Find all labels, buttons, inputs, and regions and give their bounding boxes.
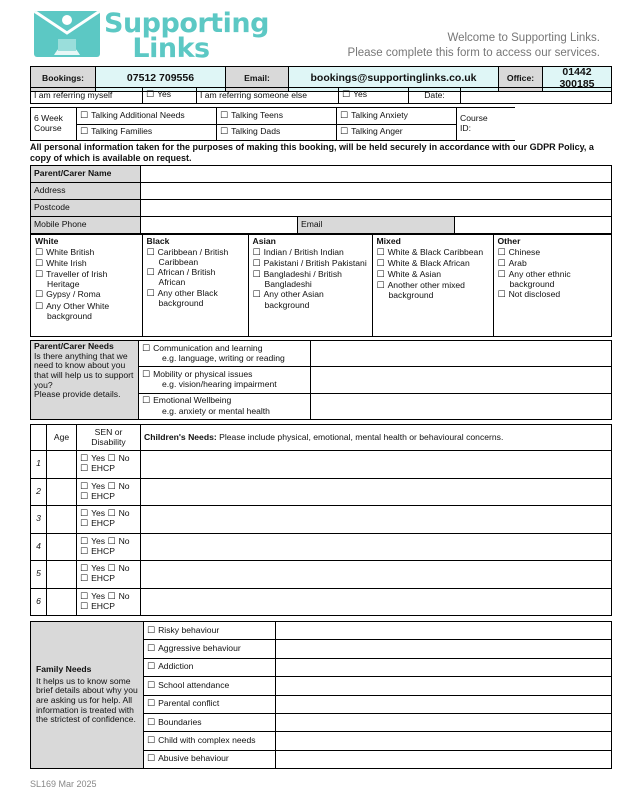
children-table (30, 424, 612, 616)
logo-mark (34, 11, 100, 57)
ethnicity-option[interactable]: ☐ Traveller of Irish Heritage (35, 270, 138, 290)
age-header: Age (47, 425, 77, 451)
family-need-details[interactable] (276, 750, 612, 768)
sen-header: SEN or Disability (77, 425, 141, 451)
course-option[interactable]: ☐ Talking Anger (337, 124, 457, 141)
mobile-phone-label: Mobile Phone (31, 217, 141, 234)
ethnicity-black (142, 235, 248, 336)
ethnicity-other (493, 235, 611, 336)
course-id-label: Course ID: (457, 108, 515, 141)
parent-carer-needs (30, 340, 612, 420)
family-need-details[interactable] (276, 622, 612, 640)
logo-word-supporting: Supporting (104, 8, 269, 39)
logo-text (104, 8, 269, 64)
ethnicity-option[interactable]: ☐ Arab (498, 259, 608, 269)
ethnicity-option[interactable]: ☐ Bangladeshi / British Bangladeshi (253, 270, 368, 290)
bookings-phone: 07512 709556 (96, 67, 226, 92)
ethnicity-option[interactable]: ☐ White & Black Caribbean (377, 248, 489, 258)
family-need-option[interactable]: ☐ Parental conflict (144, 695, 276, 713)
referring-other-label: I am referring someone else (197, 88, 339, 104)
child-needs-field[interactable] (141, 478, 612, 506)
ehcp-checkbox[interactable]: ☐ EHCP (80, 574, 137, 584)
child-sen-options[interactable] (77, 588, 141, 616)
office-phone: 01442 300185 (543, 67, 612, 92)
child-needs-field[interactable] (141, 533, 612, 561)
ethnicity-option[interactable]: ☐ Gypsy / Roma (35, 290, 138, 300)
parent-carer-name-field[interactable] (141, 166, 612, 183)
ethnicity-option[interactable]: ☐ White Irish (35, 259, 138, 269)
family-need-details[interactable] (276, 732, 612, 750)
address-label: Address (31, 183, 141, 200)
ethnicity-option[interactable]: ☐ White & Black African (377, 259, 489, 269)
parent-carer-name-label: Parent/Carer Name (31, 166, 141, 183)
child-row-number: 1 (31, 451, 47, 479)
ethnicity-option[interactable]: ☐ Another other mixed background (377, 281, 489, 301)
sen-no-checkbox[interactable]: ☐ No (108, 508, 130, 518)
email-label: Email: (226, 67, 289, 92)
child-age-field[interactable] (47, 451, 77, 479)
family-need-details[interactable] (276, 640, 612, 658)
email-field-label: Email (298, 217, 455, 234)
child-age-field[interactable] (47, 561, 77, 589)
ehcp-checkbox[interactable]: ☐ EHCP (80, 492, 137, 502)
course-option[interactable]: ☐ Talking Dads (217, 124, 337, 141)
sen-yes-checkbox[interactable]: ☐ Yes (80, 508, 105, 518)
ethnicity-option[interactable]: ☐ White & Asian (377, 270, 489, 280)
needs-description: Is there anything that we need to know about you that will help us to support you? (34, 350, 134, 390)
child-age-field[interactable] (47, 478, 77, 506)
ethnicity-option[interactable]: ☐ Any other Black background (147, 289, 244, 309)
ethnicity-asian (248, 235, 372, 336)
ethnicity-option[interactable]: ☐ Indian / British Indian (253, 248, 368, 258)
sen-yes-checkbox[interactable]: ☐ Yes (80, 591, 105, 601)
course-option[interactable]: ☐ Talking Additional Needs (77, 108, 217, 125)
child-row-number: 4 (31, 533, 47, 561)
needs-heading: Parent/Carer Needs (34, 341, 114, 351)
family-need-option[interactable]: ☐ Abusive behaviour (144, 750, 276, 768)
child-age-field[interactable] (47, 506, 77, 534)
ethnicity-white (31, 235, 142, 336)
course-option[interactable]: ☐ Talking Families (77, 124, 217, 141)
course-option[interactable]: ☐ Talking Anxiety (337, 108, 457, 125)
family-need-option[interactable]: ☐ Aggressive behaviour (144, 640, 276, 658)
sen-no-checkbox[interactable]: ☐ No (108, 591, 130, 601)
ethnicity-heading: White (35, 236, 59, 246)
referral-row (30, 87, 612, 104)
sen-yes-checkbox[interactable]: ☐ Yes (80, 536, 105, 546)
child-sen-options[interactable] (77, 451, 141, 479)
referring-other-yes[interactable] (339, 88, 409, 104)
personal-details (30, 165, 612, 234)
child-needs-field[interactable] (141, 561, 612, 589)
ethnicity-option[interactable]: ☐ Chinese (498, 248, 608, 258)
needs-details-field[interactable] (311, 341, 612, 367)
ethnicity-heading: Mixed (376, 236, 401, 246)
ethnicity-option[interactable]: ☐ White British (35, 248, 138, 258)
needs-option[interactable]: ☐ Communication and learning e.g. language, writing or reading (139, 341, 311, 367)
welcome-text: Welcome to Supporting Links. (447, 32, 600, 44)
child-sen-options[interactable] (77, 478, 141, 506)
needs-description-cell (31, 341, 139, 420)
mobile-phone-field[interactable] (141, 217, 298, 234)
address-field[interactable] (141, 183, 612, 200)
sen-no-checkbox[interactable]: ☐ No (108, 563, 130, 573)
family-need-option[interactable]: ☐ School attendance (144, 677, 276, 695)
logo (34, 8, 269, 64)
ehcp-checkbox[interactable]: ☐ EHCP (80, 464, 137, 474)
family-need-details[interactable] (276, 713, 612, 731)
family-needs (30, 621, 612, 769)
family-need-option[interactable]: ☐ Risky behaviour (144, 622, 276, 640)
sen-no-checkbox[interactable]: ☐ No (108, 536, 130, 546)
ethnicity-option[interactable]: ☐ Any other Asian background (253, 290, 368, 310)
email-value: bookings@supportinglinks.co.uk (289, 67, 499, 92)
family-needs-description-cell (31, 622, 144, 769)
needs-details-field[interactable] (311, 367, 612, 393)
family-need-option[interactable]: ☐ Child with complex needs (144, 732, 276, 750)
child-sen-options[interactable] (77, 506, 141, 534)
ethnicity-heading: Black (146, 236, 170, 246)
child-needs-field[interactable] (141, 588, 612, 616)
contact-bar (30, 66, 612, 90)
family-need-option[interactable]: ☐ Addiction (144, 658, 276, 676)
sen-no-checkbox[interactable]: ☐ No (108, 453, 130, 463)
ethnicity-heading: Other (497, 236, 521, 246)
ethnicity-option[interactable]: ☐ African / British African (147, 268, 244, 288)
family-needs-heading: Family Needs (36, 664, 92, 675)
form-reference: SL169 Mar 2025 (30, 779, 97, 789)
referring-self-label: I am referring myself (31, 88, 143, 104)
child-needs-field[interactable] (141, 506, 612, 534)
course-section (30, 107, 514, 141)
ethnicity-option[interactable]: ☐ Any other ethnic background (498, 270, 608, 290)
ethnicity-mixed (372, 235, 493, 336)
child-row-number: 5 (31, 561, 47, 589)
sen-yes-checkbox[interactable]: ☐ Yes (80, 563, 105, 573)
logo-word-links: Links (132, 33, 210, 64)
date-field[interactable] (461, 88, 612, 104)
child-index-header (31, 425, 47, 451)
ehcp-checkbox[interactable]: ☐ EHCP (80, 519, 137, 529)
bookings-label: Bookings: (31, 67, 96, 92)
needs-prompt: Please provide details. (34, 389, 121, 400)
child-sen-options[interactable] (77, 533, 141, 561)
family-need-option[interactable]: ☐ Boundaries (144, 713, 276, 731)
family-needs-description: It helps us to know some brief details about why you are asking us for help. All information is treated with the strictest of confidence. (36, 675, 138, 725)
child-age-field[interactable] (47, 588, 77, 616)
ethnicity-section (30, 234, 612, 337)
sen-yes-checkbox[interactable]: ☐ Yes (80, 453, 105, 463)
postcode-label: Postcode (31, 200, 141, 217)
ehcp-checkbox[interactable]: ☐ EHCP (80, 547, 137, 557)
welcome-block (300, 31, 600, 61)
ethnicity-option[interactable]: ☐ Pakistani / British Pakistani (253, 259, 368, 269)
course-label: 6 Week Course (31, 108, 77, 141)
family-need-details[interactable] (276, 695, 612, 713)
ethnicity-option[interactable]: ☐ Not disclosed (498, 290, 608, 300)
office-label: Office: (499, 67, 543, 92)
date-label: Date: (409, 88, 461, 104)
sen-yes-checkbox[interactable]: ☐ Yes (80, 481, 105, 491)
referring-self-checkbox[interactable]: ☐ Yes (146, 89, 171, 99)
child-row-number: 3 (31, 506, 47, 534)
child-row-number: 2 (31, 478, 47, 506)
ethnicity-heading: Asian (252, 236, 276, 246)
course-option[interactable]: ☐ Talking Teens (217, 108, 337, 125)
needs-option[interactable]: ☐ Emotional Wellbeing e.g. anxiety or mental health (139, 393, 311, 419)
referring-other-checkbox[interactable]: ☐ Yes (342, 89, 367, 99)
needs-option[interactable]: ☐ Mobility or physical issues e.g. vision/hearing impairment (139, 367, 311, 393)
privacy-notice: All personal information taken for the purposes of making this booking, will be held securely in accordance with our GDPR Policy, a copy of which is available on request. (30, 142, 594, 163)
child-needs-field[interactable] (141, 451, 612, 479)
ehcp-checkbox[interactable]: ☐ EHCP (80, 602, 137, 612)
ethnicity-option[interactable]: ☐ Caribbean / British Caribbean (147, 248, 244, 268)
ethnicity-option[interactable]: ☐ Any Other White background (35, 302, 138, 322)
instruction-text: Please complete this form to access our services. (347, 47, 600, 59)
family-need-details[interactable] (276, 658, 612, 676)
family-need-details[interactable] (276, 677, 612, 695)
referring-self-yes[interactable] (143, 88, 197, 104)
email-field[interactable] (455, 217, 612, 234)
postcode-field[interactable] (141, 200, 612, 217)
sen-no-checkbox[interactable]: ☐ No (108, 481, 130, 491)
child-age-field[interactable] (47, 533, 77, 561)
child-row-number: 6 (31, 588, 47, 616)
child-sen-options[interactable] (77, 561, 141, 589)
needs-details-field[interactable] (311, 393, 612, 419)
childrens-needs-header: Children's Needs: Please include physical, emotional, mental health or behavioural concerns. (141, 425, 612, 451)
